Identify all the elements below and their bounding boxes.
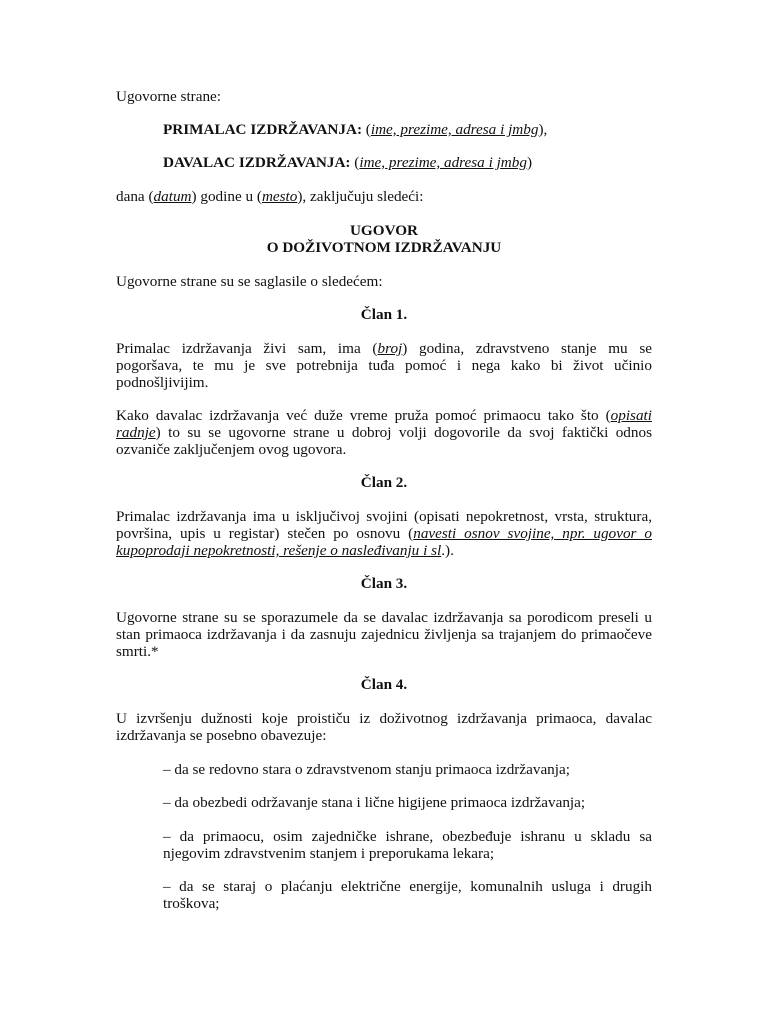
date-placeholder: datum: [153, 188, 192, 205]
party-label: DAVALAC IZDRŽAVANJA:: [163, 154, 351, 171]
article-3-paragraph-1: Ugovorne strane su se sporazumele da se davalac izdržavanja sa porodicom preseli u stan primaoca izdržavanja i da zasnuju zajednicu življenja sa trajanjem do primaočeve smrti.*: [116, 609, 652, 660]
article-1-heading: Član 1.: [360, 306, 408, 323]
place-placeholder: mesto: [261, 188, 298, 205]
article-1-paragraph-1: Primalac izdržavanja živi sam, ima (broj) godina, zdravstveno stanje mu se pogoršava, te mu je sve potrebnija tuđa pomoć i nega kako bi život učinio podnošljivijim.: [116, 340, 652, 391]
count-placeholder: broj: [377, 340, 403, 357]
title-line-1: UGOVOR: [349, 222, 419, 239]
contract-title: [116, 222, 652, 256]
list-item: – da primaocu, osim zajedničke ishrane, obezbeđuje ishranu u skladu sa njegovim zdravstvenim stanjem i preporukama lekara;: [163, 828, 652, 862]
party-label: PRIMALAC IZDRŽAVANJA:: [163, 121, 362, 138]
party-provider: DAVALAC IZDRŽAVANJA: (ime, prezime, adresa i jmbg): [163, 154, 533, 171]
party-placeholder: ime, prezime, adresa i jmbg: [359, 154, 527, 171]
description-placeholder: opisati: [610, 407, 652, 424]
article-1-paragraph-2: Kako davalac izdržavanja već duže vreme pruža pomoć primaocu tako što (opisati radnje) to su se ugovorne strane u dobroj volji dogovorile da svoj faktički odnos ozvaniče zaključenjem ovog ugovora.: [116, 407, 652, 458]
list-item: – da obezbedi održavanje stana i lične higijene primaoca izdržavanja;: [163, 794, 586, 811]
intro-text: Ugovorne strane:: [116, 88, 222, 105]
article-4-heading: Član 4.: [360, 676, 408, 693]
list-item: – da se staraj o plaćanju električne energije, komunalnih usluga i drugih troškova;: [163, 878, 652, 912]
agreement-text: Ugovorne strane su se saglasile o sledećem:: [116, 273, 383, 290]
title-line-2: O DOŽIVOTNOM IZDRŽAVANJU: [266, 239, 502, 256]
list-item: – da se redovno stara o zdravstvenom stanju primaoca izdržavanja;: [163, 761, 570, 778]
party-placeholder: ime, prezime, adresa i jmbg: [370, 121, 539, 138]
article-2-paragraph-1: Primalac izdržavanja ima u isključivoj svojini (opisati nepokretnost, vrsta, struktura, površina, upis u registar) stečen po osnovu (navesti osnov svojine, npr. ugovor o kupoprodaji nepokretnosti, rešenje o nasleđivanju i sl.).: [116, 508, 652, 559]
ownership-basis-placeholder: navesti osnov svojine, npr. ugovor o: [413, 525, 652, 542]
article-3-heading: Član 3.: [360, 575, 408, 592]
article-4-paragraph-1: U izvršenju dužnosti koje proističu iz doživotnog izdržavanja primaoca, davalac izdržavanja se posebno obavezuje:: [116, 710, 652, 744]
article-2-heading: Član 2.: [360, 474, 408, 491]
party-recipient: PRIMALAC IZDRŽAVANJA: (ime, prezime, adresa i jmbg),: [163, 121, 548, 138]
date-place-line: dana (datum) godine u (mesto), zaključuju sledeći:: [116, 188, 424, 205]
